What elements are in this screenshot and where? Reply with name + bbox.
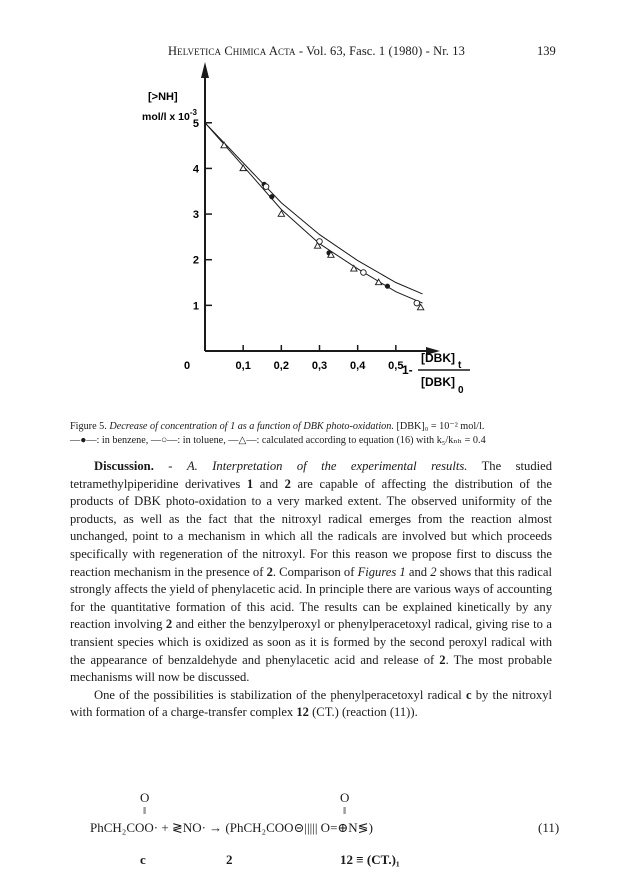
x-label-denominator: [DBK] <box>421 375 455 389</box>
double-bond-1: ‖ <box>143 805 147 817</box>
equation-main: PhCH₂COO· + ≷NO· → (PhCH₂COO⊝||||| O=⊕N≶) <box>90 820 373 835</box>
discussion-section <box>70 458 552 722</box>
x-label-denominator-sub: 0 <box>458 385 464 396</box>
y-axis-label-line2 <box>142 108 198 123</box>
text-run: One of the possibilities is stabilization of the phenylperacetoxyl radical <box>94 687 466 702</box>
figure-ref: Figures 1 <box>357 564 406 579</box>
toluene-point <box>361 270 367 276</box>
heading-dash: - <box>153 459 187 473</box>
text-run: by the nitroxyl with formation of a charge-transfer complex <box>70 687 552 720</box>
data-points <box>221 142 424 310</box>
caption-line-2: —●—: in benzene, —○—: in toluene, —△—: calculated according to equation (16) with k₅/kₙₕ = 0.4 <box>70 435 486 446</box>
text-run: and either the benzylperoxyl or phenylperacetoxyl radical, giving rise to a transient species which is oxidized as soon as it is formed by the second peroxyl radical with the appearance of benzaldehyde and phenylacetic acid and release of <box>70 617 552 667</box>
label-12: 12 ≡ (CT.)₁ <box>340 852 400 867</box>
fit-curve-line <box>205 123 423 294</box>
text-run: and <box>253 476 285 491</box>
figure-caption <box>70 420 560 448</box>
label-2: 2 <box>226 852 233 867</box>
text-run: The studied tetramethylpiperidine derivatives <box>70 459 553 491</box>
page-number: 139 <box>537 44 556 58</box>
equation-number: (11) <box>538 820 560 835</box>
decay-chart <box>0 60 624 420</box>
y-tick-label: 1 <box>192 300 199 313</box>
toluene-point <box>414 300 420 306</box>
text-run: . Comparison of <box>272 564 358 579</box>
text-run: . The most probable mechanisms will now be discussed. <box>70 652 552 685</box>
carbonyl-o-1: O <box>140 790 150 805</box>
compound-ref: 2 <box>284 476 291 491</box>
benzene-point <box>385 284 390 289</box>
axes <box>201 62 440 355</box>
text-run: and <box>405 564 431 579</box>
toluene-point <box>263 184 269 190</box>
caption-title-a: Decrease of concentration of <box>109 421 231 432</box>
x-label-numerator-sub: t <box>458 360 462 371</box>
section-heading: Discussion. <box>94 459 154 473</box>
compound-ref: 12 <box>296 705 309 720</box>
fit-curve-line <box>205 123 423 303</box>
journal-name: Helvetica Chimica Acta <box>168 44 296 58</box>
figure-ref: 2 <box>430 564 437 579</box>
origin-label: 0 <box>184 360 191 372</box>
caption-conditions: [DBK]₀ = 10⁻² mol/l. <box>393 421 485 432</box>
y-axis-arrow <box>201 62 209 78</box>
x-tick-label: 0,2 <box>273 360 289 372</box>
x-tick-label: 0,1 <box>235 360 251 372</box>
text-run: are capable of affecting the distribution of the products of DBK photo-oxidation to a very marked extent. The observed uniformity of the products, as well as the fact that the nitroxyl radical emerges from the reaction almost unchanged, point to a mechanism in which all the radicals are involved but which proceeds specifically with regeneration of the nitroxyl. For this reason we propose first to discuss the reaction mechanism in the presence of <box>70 476 552 579</box>
reaction-equation-11 <box>0 790 624 880</box>
caption-compound: 1 <box>230 421 236 432</box>
journal-issue: - Vol. 63, Fasc. 1 (1980) - Nr. 13 <box>295 44 465 58</box>
y-tick-label: 2 <box>192 254 199 267</box>
y-tick-label: 4 <box>192 163 199 176</box>
y-axis-unit: mol/l x 10 <box>142 111 190 123</box>
compound-ref: 2 <box>266 564 273 579</box>
x-label-numerator: [DBK] <box>421 351 455 365</box>
double-bond-2: ‖ <box>343 805 347 817</box>
x-axis-label <box>402 351 470 396</box>
label-c: c <box>140 852 146 867</box>
discussion-paragraph-1 <box>70 458 552 687</box>
compound-ref: 1 <box>246 476 254 491</box>
compound-ref: 2 <box>439 652 446 667</box>
section-subheading: A. Interpretation of the experimental results. <box>186 459 468 473</box>
compound-ref: 2 <box>165 617 173 632</box>
compound-ref: c <box>465 687 472 702</box>
figure-5 <box>0 60 624 420</box>
caption-line-1 <box>70 420 560 434</box>
x-tick-label: 0,3 <box>311 360 328 372</box>
y-axis-label-line1: [>NH] <box>148 91 178 103</box>
y-tick-label: 3 <box>192 209 199 222</box>
text-run: (CT.) (reaction (11)). <box>308 705 418 720</box>
caption-figure-number: Figure 5. <box>70 421 110 432</box>
x-tick-label: 0,4 <box>350 360 366 372</box>
fit-curves <box>205 123 423 303</box>
x-tick-label: 0,5 <box>388 360 404 372</box>
ticks <box>193 118 404 372</box>
journal-citation <box>168 44 465 59</box>
caption-title-b: as a function of DBK photo-oxidation. <box>235 421 394 432</box>
text-run: shows that this radical strongly affects the yield of phenylacetic acid. In principle there are various ways of accounting for the quantitative formation of this acid. The results can be explained kinetically by any reaction involving <box>70 564 552 632</box>
carbonyl-o-2: O <box>340 790 350 805</box>
x-label-prefix: 1- <box>402 363 413 377</box>
y-tick-label: 5 <box>192 117 199 130</box>
y-axis-exponent: -3 <box>189 108 197 117</box>
discussion-paragraph-2 <box>70 687 552 722</box>
benzene-point <box>269 194 274 199</box>
